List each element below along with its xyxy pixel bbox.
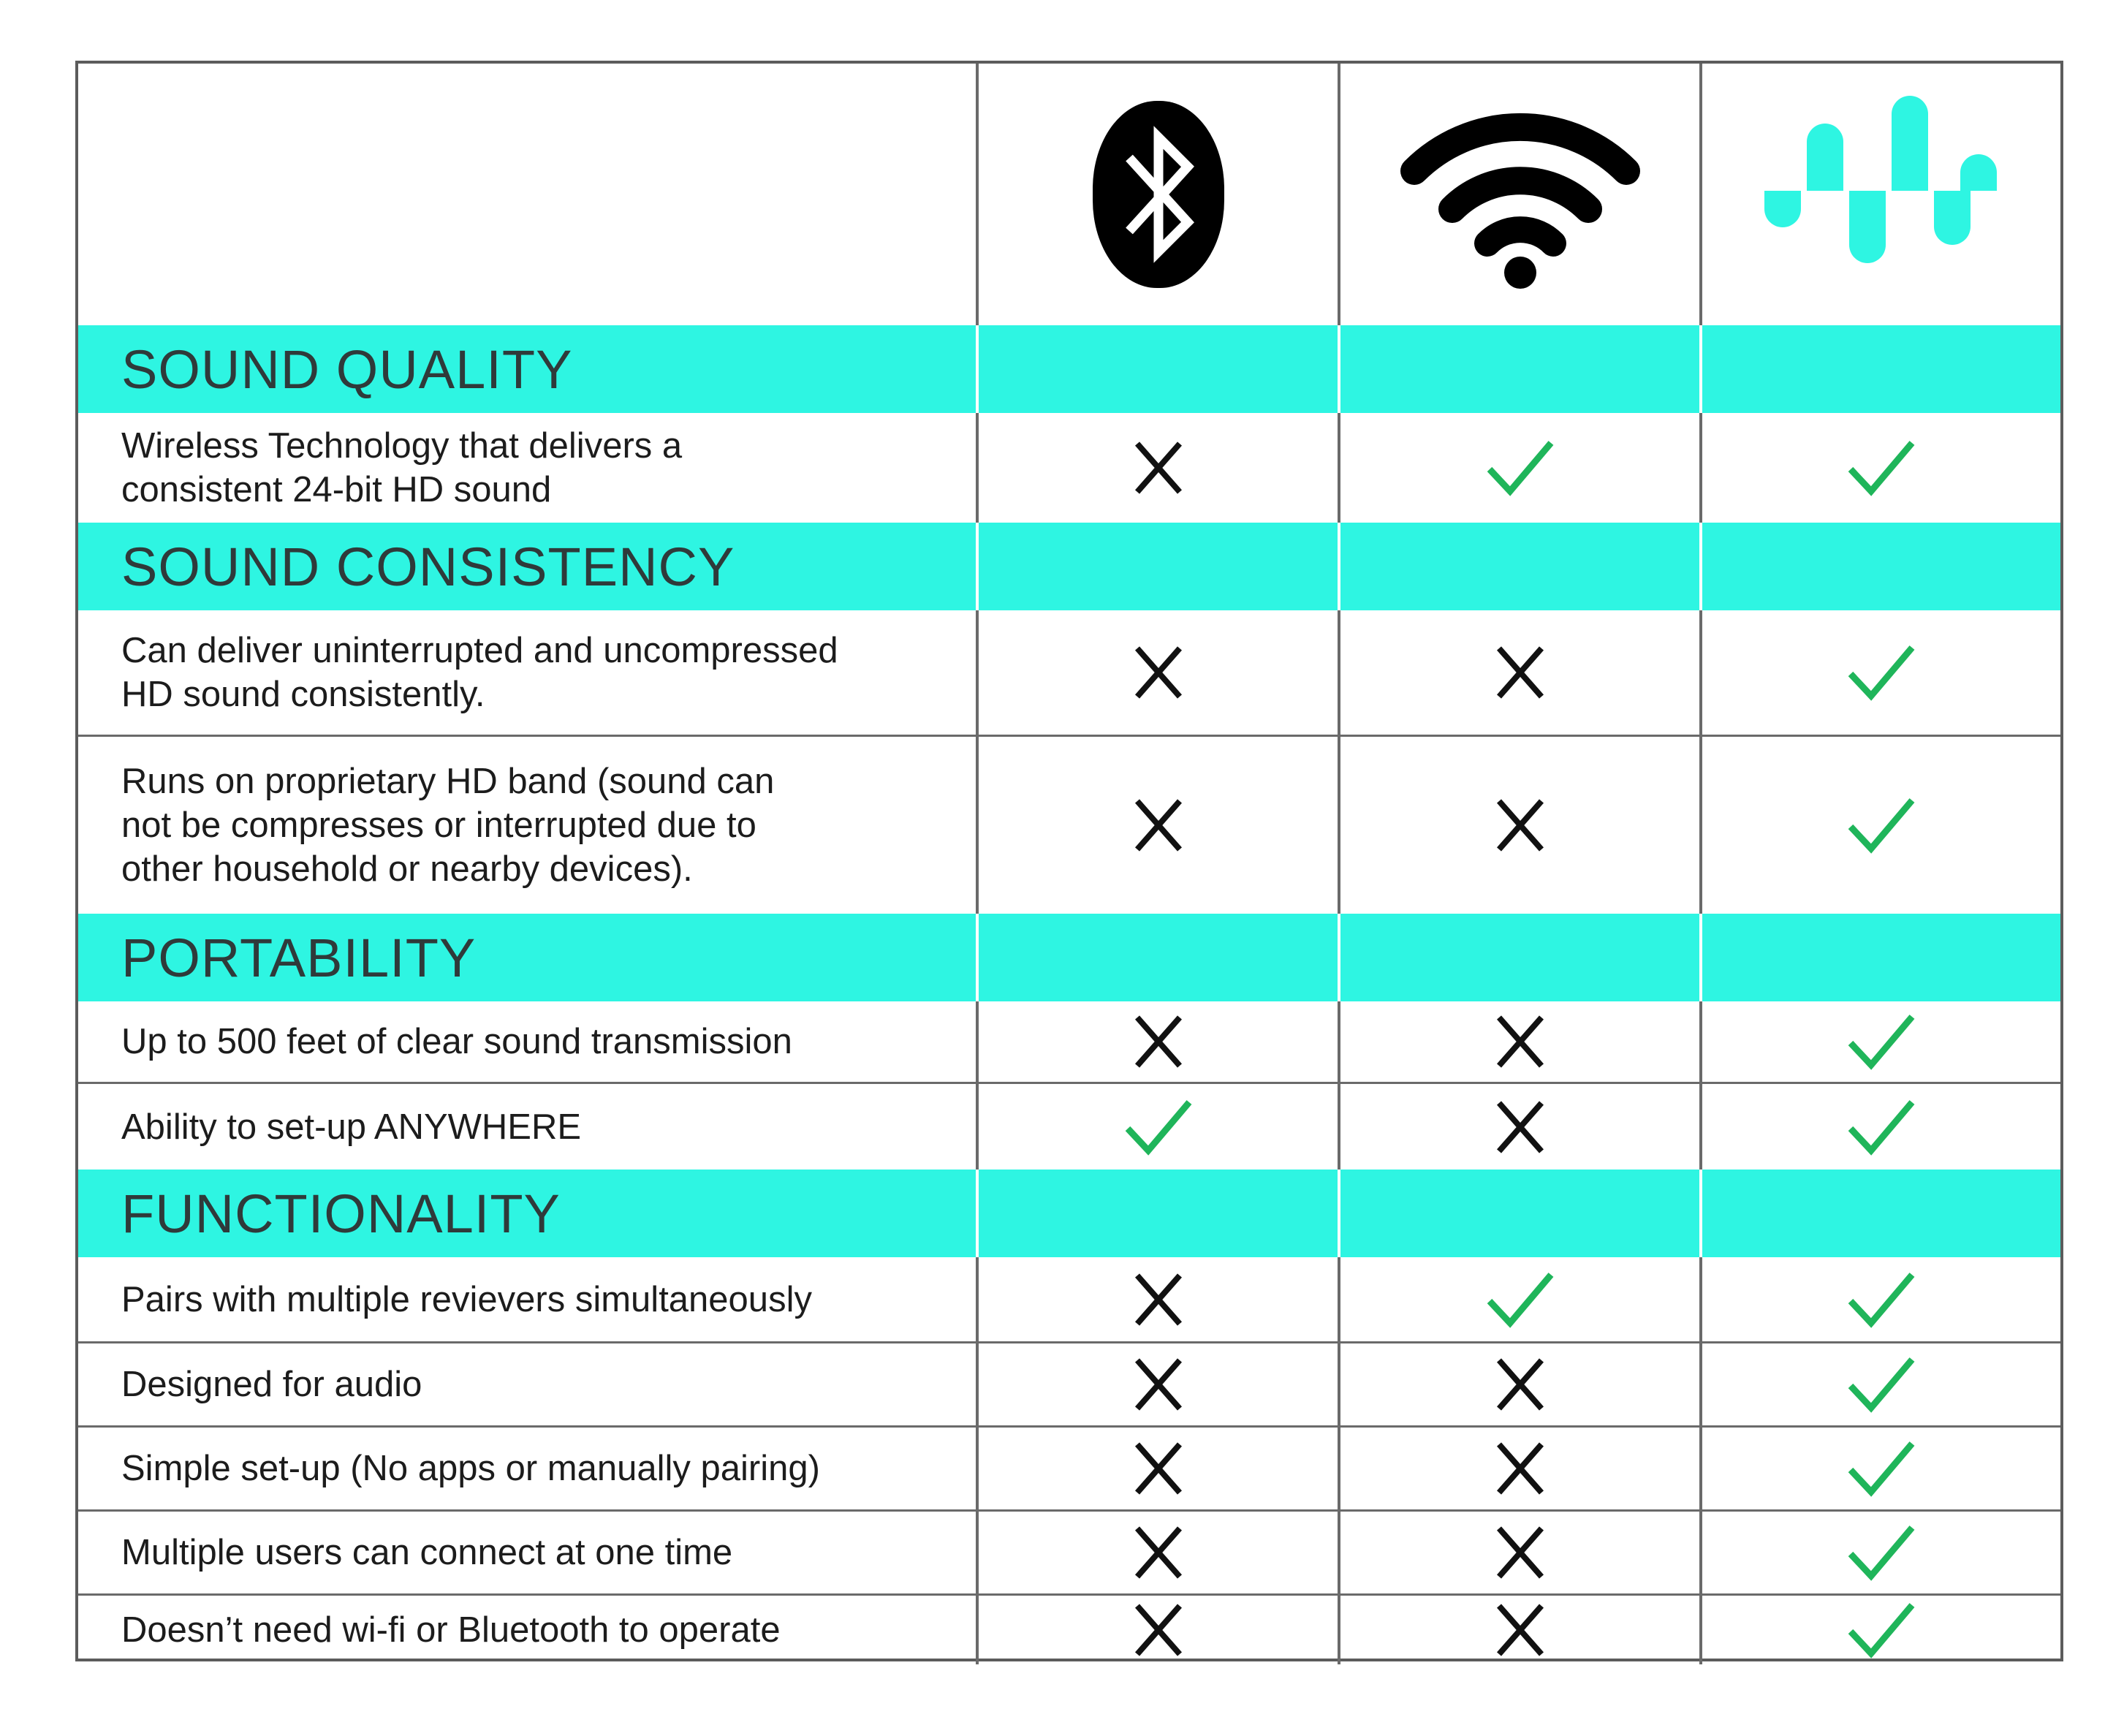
header-row — [78, 64, 2060, 325]
feature-cell — [78, 1428, 976, 1509]
feature-cell — [78, 1084, 976, 1170]
cross-icon — [1338, 1084, 1699, 1170]
check-icon — [1699, 1596, 2060, 1664]
section-cell — [1338, 1170, 1699, 1257]
section-title-cell — [78, 1170, 976, 1257]
section-title: FUNCTIONALITY — [121, 1183, 561, 1244]
feature-row — [78, 1509, 2060, 1593]
feature-row — [78, 1593, 2060, 1664]
cross-icon — [976, 1343, 1338, 1425]
feature-label: Multiple users can connect at one time — [121, 1533, 733, 1572]
check-icon — [1338, 413, 1699, 523]
check-icon — [1699, 1428, 2060, 1509]
feature-row — [78, 1425, 2060, 1509]
feature-cell — [78, 737, 976, 914]
check-icon — [1699, 610, 2060, 735]
cross-icon — [976, 1428, 1338, 1509]
feature-label: Wireless Technology that delivers a consistent 24-bit HD sound — [121, 426, 683, 509]
feature-cell — [78, 413, 976, 523]
soundwave-brand-icon — [1699, 64, 2060, 325]
check-icon — [1338, 1257, 1699, 1341]
feature-label: Up to 500 feet of clear sound transmission — [121, 1022, 792, 1061]
check-icon — [1699, 1512, 2060, 1593]
section-header — [78, 914, 2060, 1001]
feature-row — [78, 1001, 2060, 1082]
feature-row — [78, 735, 2060, 914]
feature-row — [78, 413, 2060, 523]
feature-row — [78, 1341, 2060, 1425]
check-icon — [1699, 1257, 2060, 1341]
section-header — [78, 523, 2060, 610]
wifi-icon — [1338, 64, 1699, 325]
feature-cell — [78, 1512, 976, 1593]
section-title-cell — [78, 325, 976, 413]
section-cell — [1699, 325, 2060, 413]
section-cell — [1338, 914, 1699, 1001]
section-title-cell — [78, 914, 976, 1001]
feature-cell — [78, 1001, 976, 1082]
feature-cell — [78, 1596, 976, 1664]
cross-icon — [1338, 1343, 1699, 1425]
check-icon — [1699, 1084, 2060, 1170]
header-empty-cell — [78, 64, 976, 325]
feature-cell — [78, 610, 976, 735]
section-title-cell — [78, 523, 976, 610]
section-cell — [976, 325, 1338, 413]
check-icon — [1699, 413, 2060, 523]
section-cell — [1699, 914, 2060, 1001]
section-cell — [1699, 1170, 2060, 1257]
section-cell — [976, 523, 1338, 610]
feature-label: Runs on proprietary HD band (sound can not be compresses or interrupted due to other household or nearby devices). — [121, 762, 775, 889]
comparison-table — [75, 61, 2063, 1661]
section-cell — [1338, 325, 1699, 413]
feature-label: Can deliver uninterrupted and uncompressed HD sound consistently. — [121, 631, 838, 714]
cross-icon — [1338, 1596, 1699, 1664]
section-cell — [976, 914, 1338, 1001]
check-icon — [1699, 1343, 2060, 1425]
feature-row — [78, 1257, 2060, 1341]
cross-icon — [976, 1001, 1338, 1082]
cross-icon — [1338, 1001, 1699, 1082]
feature-label: Simple set-up (No apps or manually pairing) — [121, 1449, 820, 1488]
feature-cell — [78, 1257, 976, 1341]
section-cell — [976, 1170, 1338, 1257]
feature-label: Ability to set-up ANYWHERE — [121, 1107, 582, 1147]
check-icon — [1699, 737, 2060, 914]
section-cell — [1699, 523, 2060, 610]
cross-icon — [1338, 610, 1699, 735]
cross-icon — [1338, 1512, 1699, 1593]
check-icon — [1699, 1001, 2060, 1082]
feature-label: Doesn’t need wi-fi or Bluetooth to operate — [121, 1610, 781, 1650]
cross-icon — [1338, 1428, 1699, 1509]
check-icon — [976, 1084, 1338, 1170]
section-title: SOUND QUALITY — [121, 338, 573, 400]
feature-row — [78, 1082, 2060, 1170]
section-header — [78, 325, 2060, 413]
section-title: PORTABILITY — [121, 927, 477, 988]
cross-icon — [976, 1596, 1338, 1664]
section-header — [78, 1170, 2060, 1257]
cross-icon — [976, 610, 1338, 735]
feature-row — [78, 610, 2060, 735]
cross-icon — [976, 737, 1338, 914]
section-title: SOUND CONSISTENCY — [121, 536, 735, 597]
bluetooth-icon — [976, 64, 1338, 325]
feature-cell — [78, 1343, 976, 1425]
cross-icon — [1338, 737, 1699, 914]
section-cell — [1338, 523, 1699, 610]
cross-icon — [976, 1257, 1338, 1341]
cross-icon — [976, 413, 1338, 523]
cross-icon — [976, 1512, 1338, 1593]
feature-label: Pairs with multiple revievers simultaneously — [121, 1279, 812, 1319]
feature-label: Designed for audio — [121, 1365, 422, 1404]
